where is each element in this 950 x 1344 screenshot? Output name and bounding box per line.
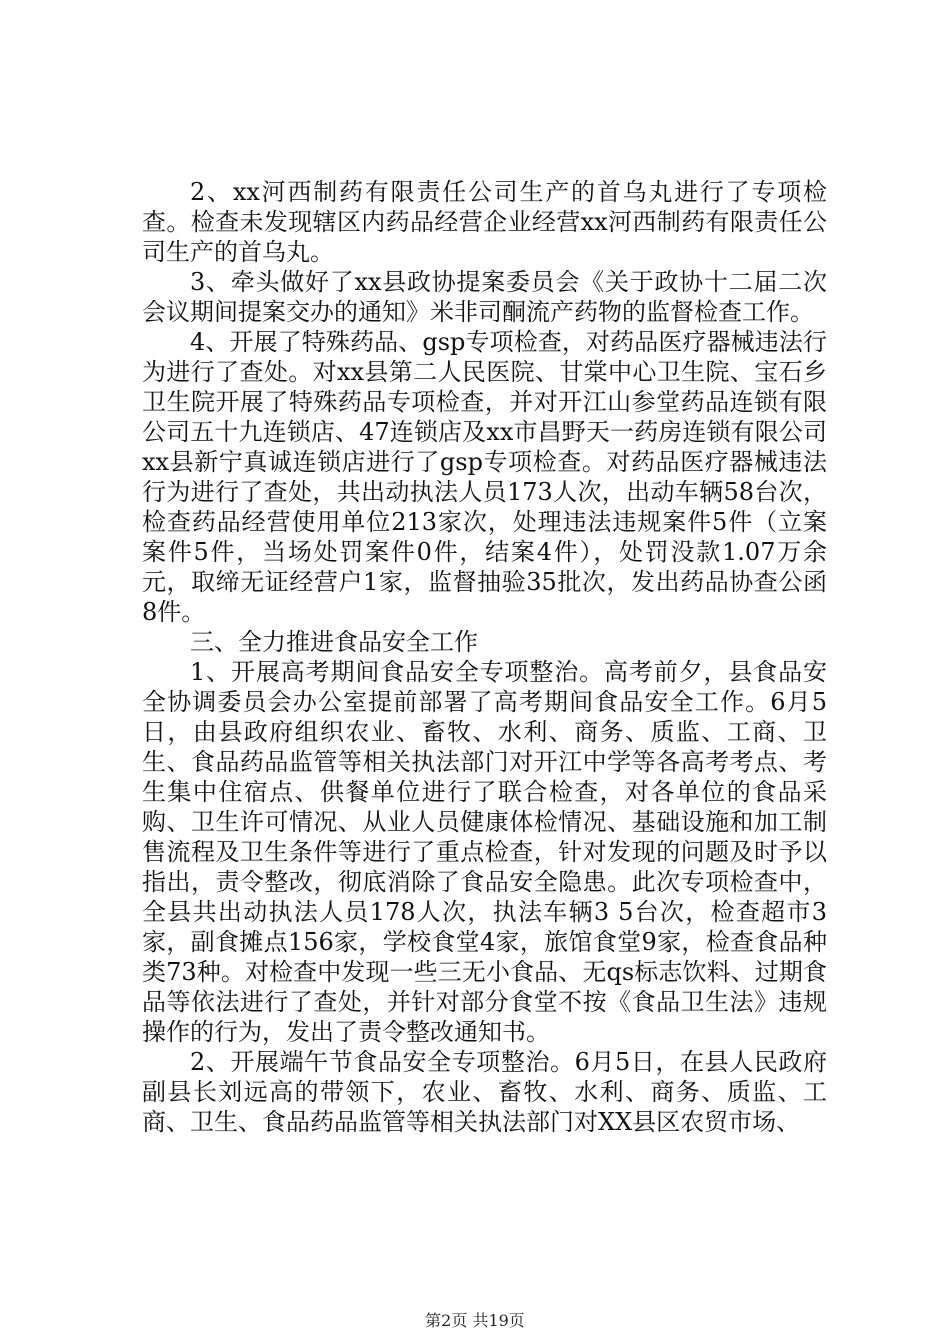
paragraph-duanwu: 2、开展端午节食品安全专项整治。6月5日，在县人民政府副县长刘远高的带领下，农业、畜牧、水利、商务、质监、工商、卫生、食品药品监管等相关执法部门对XX县区农贸市场、 <box>142 1048 827 1136</box>
page-footer: 第2页 共19页 <box>425 1311 525 1330</box>
paragraph-item-4: 4、开展了特殊药品、gsp专项检查，对药品医疗器械违法行为进行了查处。对xx县第二人民医院、甘棠中心卫生院、宝石乡卫生院开展了特殊药品专项检查，并对开江山参堂药品连锁有限公司五十九连锁店、47连锁店及xx市昌野天一药房连锁有限公司xx县新宁真诚连锁店进行了gsp专项检查。对药品医疗器械违法行为进行了查处，共出动执法人员173人次，出动车辆58台次，检查药品经营使用单位213家次，处理违法违规案件5件（立案案件5件，当场处罚案件0件，结案4件），处罚没款1.07万余元，取缔无证经营户1家，监督抽验35批次，发出药品协查公函8件。 <box>142 328 827 626</box>
section-heading: 三、全力推进食品安全工作 <box>190 628 478 656</box>
document-body <box>142 177 827 1137</box>
paragraph-item-3: 3、牵头做好了xx县政协提案委员会《关于政协十二届二次会议期间提案交办的通知》米非司酮流产药物的监督检查工作。 <box>142 268 827 326</box>
paragraph-item-2: 2、xx河西制药有限责任公司生产的首乌丸进行了专项检查。检查未发现辖区内药品经营企业经营xx河西制药有限责任公司生产的首乌丸。 <box>142 178 827 266</box>
paragraph-gaokao: 1、开展高考期间食品安全专项整治。高考前夕，县食品安全协调委员会办公室提前部署了高考期间食品安全工作。6月5日，由县政府组织农业、畜牧、水利、商务、质监、工商、卫生、食品药品监管等相关执法部门对开江中学等各高考考点、考生集中住宿点、供餐单位进行了联合检查，对各单位的食品采购、卫生许可情况、从业人员健康体检情况、基础设施和加工制售流程及卫生条件等进行了重点检查，针对发现的问题及时予以指出，责令整改，彻底消除了食品安全隐患。此次专项检查中，全县共出动执法人员178人次，执法车辆3 5台次，检查超市3家，副食摊点156家，学校食堂4家，旅馆食堂9家，检查食品种类73种。对检查中发现一些三无小食品、无qs标志饮料、过期食品等依法进行了查处，并针对部分食堂不按《食品卫生法》违规操作的行为，发出了责令整改通知书。 <box>142 658 827 1046</box>
